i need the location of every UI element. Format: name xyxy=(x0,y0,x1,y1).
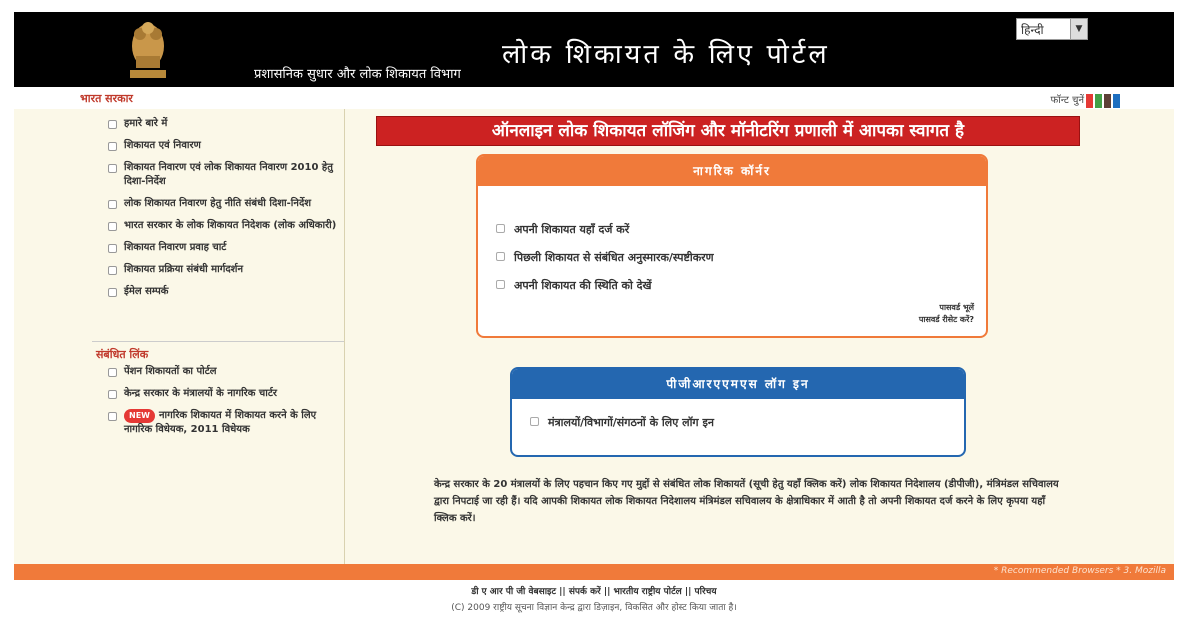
password-links xyxy=(919,302,974,326)
theme-swatch-green[interactable] xyxy=(1095,94,1102,108)
language-select[interactable] xyxy=(1016,18,1088,40)
sidebar-item[interactable]: हमारे बारे में xyxy=(106,117,338,131)
government-label: भारत सरकार xyxy=(80,92,133,105)
footer-bar xyxy=(14,564,1174,580)
related-link-item[interactable]: पेंशन शिकायतों का पोर्टल xyxy=(106,365,338,379)
lodge-grievance-link[interactable]: अपनी शिकायत यहाँ दर्ज करें xyxy=(496,222,629,237)
forgot-password-link[interactable]: पासवर्ड भूलें xyxy=(939,303,974,312)
theme-swatch-red[interactable] xyxy=(1086,94,1093,108)
official-login-panel xyxy=(510,367,966,457)
sidebar-item[interactable]: लोक शिकायत निवारण हेतु नीति संबंधी दिशा-निर्देश xyxy=(106,197,338,211)
language-selected-value: हिन्दी xyxy=(1021,23,1044,37)
notice-text: केन्द्र सरकार के 20 मंत्रालयों के लिए पहचान किए गए मुद्दों से संबंधित लोक शिकायतें (सूची हेतु यहाँ क्लिक करें) लोक शिकायत निदेशालय (डीपीजी), मंत्रिमंडल सचिवालय द्वारा निपटाई जा रही हैं। यदि आपकी शिकायत लोक शिकायत निदेशालय मंत्रिमंडल सचिवालय के क्षेत्राधिकार में आती है तो अपनी शिकायत दर्ज करने के लिए कृपया यहाँ क्लिक करें। xyxy=(434,479,1059,524)
sidebar-item[interactable]: शिकायत प्रक्रिया संबंधी मार्गदर्शन xyxy=(106,263,338,277)
reset-password-link[interactable]: पासवर्ड रीसेट करें? xyxy=(918,315,974,324)
page xyxy=(14,12,1174,618)
footer-links[interactable]: डी ए आर पी जी वेबसाइट || संपर्क करें || भारतीय राष्ट्रीय पोर्टल || परिचय xyxy=(471,587,717,597)
official-login-title: पीजीआरएएमएस लॉग इन xyxy=(512,369,964,399)
reminder-clarification-link[interactable]: पिछली शिकायत से संबंधित अनुस्मारक/स्पष्टीकरण xyxy=(496,250,714,265)
sidebar-item[interactable]: भारत सरकार के लोक शिकायत निदेशक (लोक अधिकारी) xyxy=(106,219,338,233)
sidebar xyxy=(14,109,345,564)
sidebar-item[interactable]: शिकायत निवारण प्रवाह चार्ट xyxy=(106,241,338,255)
department-subtitle: प्रशासनिक सुधार और लोक शिकायत विभाग xyxy=(254,67,461,82)
theme-swatch-blue[interactable] xyxy=(1113,94,1120,108)
sidebar-divider xyxy=(92,341,344,342)
new-badge: NEW xyxy=(124,409,155,423)
sidebar-menu xyxy=(106,117,338,307)
welcome-banner: ऑनलाइन लोक शिकायत लॉजिंग और मॉनीटरिंग प्रणाली में आपका स्वागत है xyxy=(376,116,1080,146)
footer-copyright: (C) 2009 राष्ट्रीय सूचना विज्ञान केन्द्र द्वारा डिज़ाइन, विकसित और होस्ट किया जाता है। xyxy=(451,603,737,613)
chevron-down-icon: ▼ xyxy=(1070,19,1087,39)
sidebar-item[interactable]: शिकायत निवारण एवं लोक शिकायत निवारण 2010 हेतु दिशा-निर्देश xyxy=(106,161,338,189)
font-select-label: फॉन्ट चुनें xyxy=(1050,95,1084,106)
related-links-list xyxy=(106,365,338,445)
footer xyxy=(14,580,1174,618)
header xyxy=(14,12,1174,87)
related-link-item[interactable] xyxy=(106,409,338,437)
related-link-label: नागरिक शिकायत में शिकायत करने के लिए नागरिक विधेयक, 2011 विधेयक xyxy=(124,410,317,435)
ministry-login-link[interactable]: मंत्रालयों/विभागों/संगठनों के लिए लॉग इन xyxy=(530,415,714,430)
citizen-corner-title: नागरिक कॉर्नर xyxy=(478,156,986,186)
national-emblem-logo xyxy=(122,16,174,82)
related-link-item[interactable]: केन्द्र सरकार के मंत्रालयों के नागरिक चार्टर xyxy=(106,387,338,401)
sidebar-item[interactable]: शिकायत एवं निवारण xyxy=(106,139,338,153)
citizen-corner-panel xyxy=(476,154,988,338)
recommended-browsers-text: * Recommended Browsers * 3. Mozilla xyxy=(993,566,1166,576)
sidebar-item[interactable]: ईमेल सम्पर्क xyxy=(106,285,338,299)
related-links-heading: संबंधित लिंक xyxy=(96,348,149,361)
portal-title: लोक शिकायत के लिए पोर्टल xyxy=(502,39,830,70)
theme-swatch-brown[interactable] xyxy=(1104,94,1111,108)
sub-bar xyxy=(14,87,1174,109)
view-status-link[interactable]: अपनी शिकायत की स्थिति को देखें xyxy=(496,278,652,293)
